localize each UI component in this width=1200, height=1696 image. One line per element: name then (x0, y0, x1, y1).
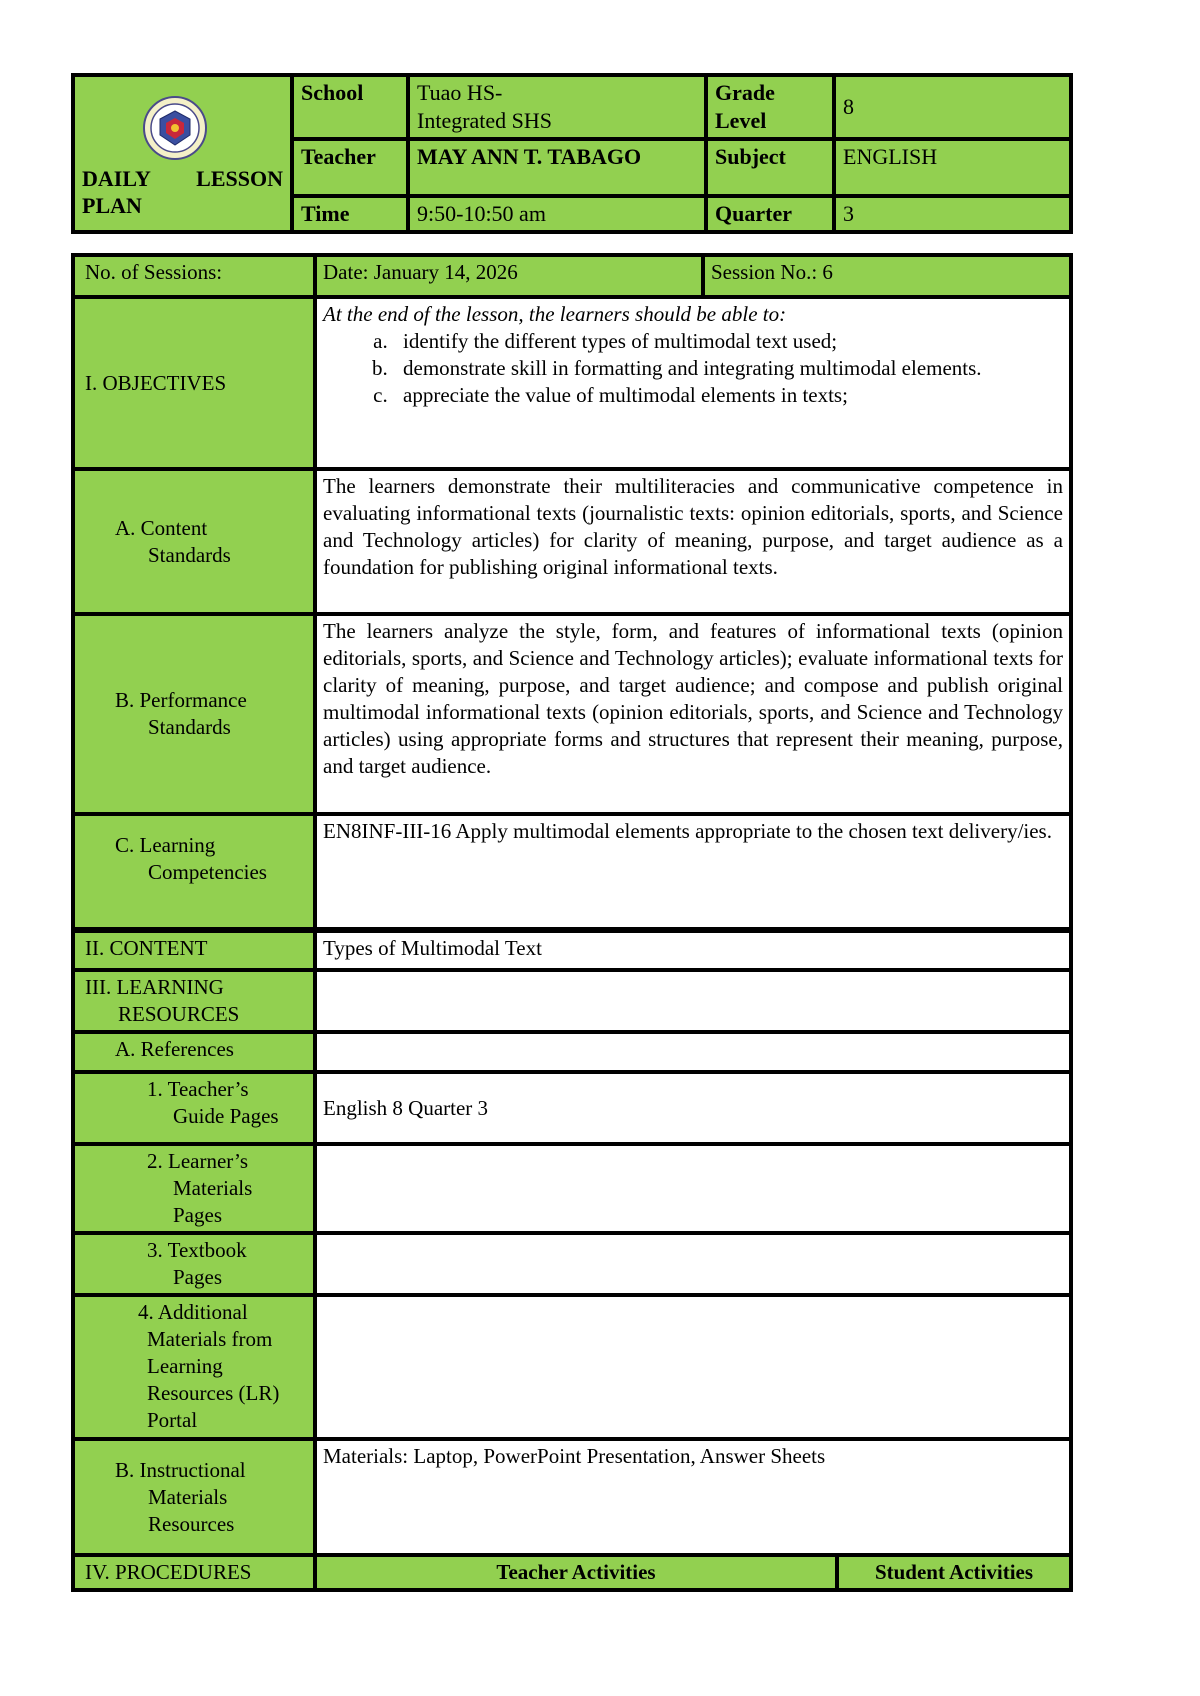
learning-resources-empty (315, 970, 1071, 1032)
header-table (71, 73, 1073, 234)
performance-standards-text: The learners analyze the style, form, and features of informational texts (opinion editorials, sports, and Science and Technology articles); evaluate informational texts for clarity of meaning, purpose, and target audience; and compose and publish original multimodal informational texts (opinion editorials, sports, and Science and Technology articles) using appropriate forms and structures that represent their meaning, purpose, and target audience. (315, 614, 1071, 814)
textbook-label: 3. Textbook Pages (73, 1233, 315, 1295)
learners-materials-empty (315, 1144, 1071, 1233)
procedures-label: IV. PROCEDURES (73, 1555, 315, 1590)
subject-label: Subject (706, 139, 834, 196)
grade-level-label: Grade Level (706, 75, 834, 139)
school-label: School (292, 75, 408, 139)
quarter-value: 3 (834, 196, 1071, 232)
content-text: Types of Multimodal Text (315, 930, 1071, 970)
references-label: A. References (73, 1032, 315, 1072)
objective-item: c. appreciate the value of multimodal elements in texts; (393, 382, 1063, 409)
document-title (82, 165, 283, 219)
objectives-list (323, 328, 1063, 409)
title-word-daily: DAILY (82, 165, 151, 191)
learning-competencies-label: C. Learning Competencies (73, 814, 315, 930)
quarter-label: Quarter (706, 196, 834, 232)
additional-materials-empty (315, 1295, 1071, 1439)
time-label: Time (292, 196, 408, 232)
learners-materials-label: 2. Learner’s Materials Pages (73, 1144, 315, 1233)
instructional-materials-value: Materials: Laptop, PowerPoint Presentation, Answer Sheets (315, 1439, 1071, 1555)
subject-value: ENGLISH (834, 139, 1071, 196)
time-value: 9:50-10:50 am (408, 196, 706, 232)
lesson-plan-table (71, 253, 1073, 1592)
deped-seal-icon (142, 95, 208, 161)
learning-resources-label: III. LEARNING RESOURCES (73, 970, 315, 1032)
teacher-value: MAY ANN T. TABAGO (408, 139, 706, 196)
sessions-label: No. of Sessions: (73, 255, 315, 297)
textbook-empty (315, 1233, 1071, 1295)
objectives-cell (315, 297, 1071, 469)
session-number: Session No.: 6 (703, 255, 1071, 297)
title-word-lesson: LESSON (196, 165, 283, 191)
additional-materials-label: 4. Additional Materials from Learning Resources (LR) Portal (73, 1295, 315, 1439)
teacher-activities-header: Teacher Activities (315, 1555, 837, 1590)
references-empty (315, 1032, 1071, 1072)
student-activities-header: Student Activities (837, 1555, 1071, 1590)
instructional-materials-label: B. Instructional Materials Resources (73, 1439, 315, 1555)
session-date: Date: January 14, 2026 (315, 255, 703, 297)
content-label: II. CONTENT (73, 930, 315, 970)
teachers-guide-value: English 8 Quarter 3 (315, 1072, 1071, 1144)
objectives-intro: At the end of the lesson, the learners should be able to: (323, 302, 787, 326)
objectives-label: I. OBJECTIVES (73, 297, 315, 469)
content-standards-text: The learners demonstrate their multiliteracies and communicative competence in evaluating informational texts (journalistic texts: opinion editorials, sports, and Science and Technology articles) for clarity of meaning, purpose, and target audience as a foundation for publishing original informational texts. (315, 469, 1071, 614)
title-cell (73, 75, 292, 232)
objective-item: a. identify the different types of multimodal text used; (393, 328, 1063, 355)
title-word-plan: PLAN (82, 192, 142, 218)
content-standards-label: A. Content Standards (73, 469, 315, 614)
performance-standards-label: B. Performance Standards (73, 614, 315, 814)
teacher-label: Teacher (292, 139, 408, 196)
learning-competencies-text: EN8INF-III-16 Apply multimodal elements appropriate to the chosen text delivery/ies. (315, 814, 1071, 930)
teachers-guide-label: 1. Teacher’s Guide Pages (73, 1072, 315, 1144)
objective-item: b. demonstrate skill in formatting and integrating multimodal elements. (393, 355, 1063, 382)
school-value: Tuao HS- Integrated SHS (408, 75, 706, 139)
grade-level-value: 8 (834, 75, 1071, 139)
